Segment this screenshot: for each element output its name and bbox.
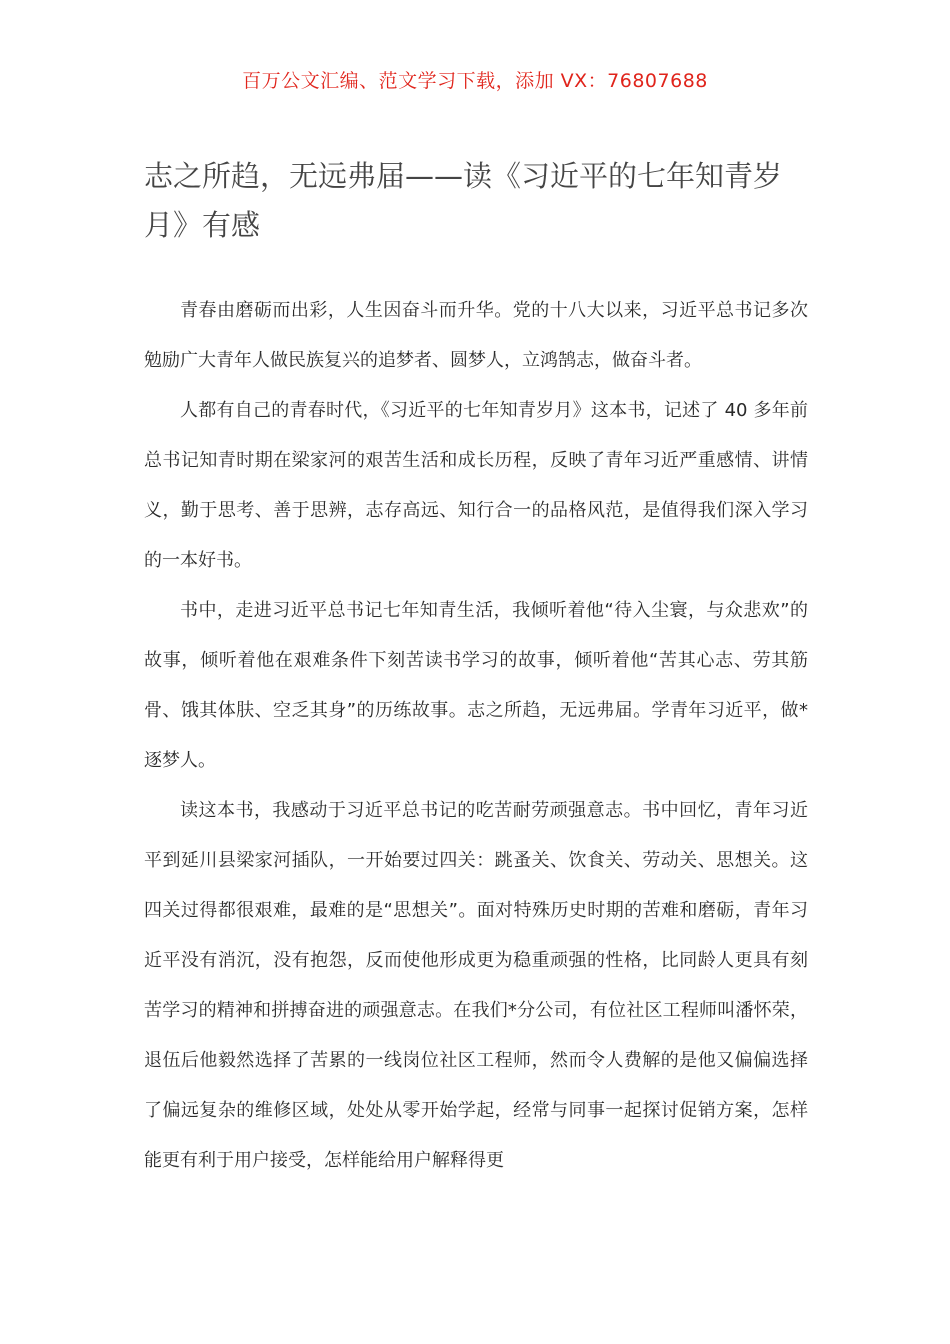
paragraph-4: 读这本书，我感动于习近平总书记的吃苦耐劳顽强意志。书中回忆，青年习近平到延川县梁家河插队，一开始要过四关：跳蚤关、饮食关、劳动关、思想关。这四关过得都很艰难，最难的是“思想关”。面对特殊历史时期的苦难和磨砺，青年习近平没有消沉，没有抱怨，反而使他形成更为稳重顽强的性格，比同龄人更具有刻苦学习的精神和拼搏奋进的顽强意志。在我们*分公司，有位社区工程师叫潘怀荣，退伍后他毅然选择了苦累的一线岗位社区工程师，然而令人费解的是他又偏偏选择了偏远复杂的维修区域，处处从零开始学起，经常与同事一起探讨促销方案，怎样能更有利于用户接受，怎样能给用户解释得更 [144, 800, 808, 1171]
paragraph-3: 书中，走进习近平总书记七年知青生活，我倾听着他“待入尘寰，与众悲欢”的故事，倾听着他在艰难条件下刻苦读书学习的故事，倾听着他“苦其心志、劳其筋骨、饿其体肤、空乏其身”的历练故事。志之所趋，无远弗届。学青年习近平，做*逐梦人。 [144, 600, 808, 771]
paragraph-1: 青春由磨砺而出彩，人生因奋斗而升华。党的十八大以来，习近平总书记多次勉励广大青年人做民族复兴的追梦者、圆梦人，立鸿鹄志，做奋斗者。 [144, 300, 808, 371]
paragraph-2: 人都有自己的青春时代，《习近平的七年知青岁月》这本书，记述了 40 多年前总书记知青时期在梁家河的艰苦生活和成长历程，反映了青年习近严重感情、讲情义，勤于思考、善于思辨，志存高远、知行合一的品格风范，是值得我们深入学习的一本好书。 [144, 400, 808, 571]
document-body [144, 286, 808, 1186]
document-title: 志之所趋，无远弗届——读《习近平的七年知青岁月》有感 [144, 159, 783, 242]
header-banner: 百万公文汇编、范文学习下载，添加 VX：76807688 [242, 70, 708, 92]
